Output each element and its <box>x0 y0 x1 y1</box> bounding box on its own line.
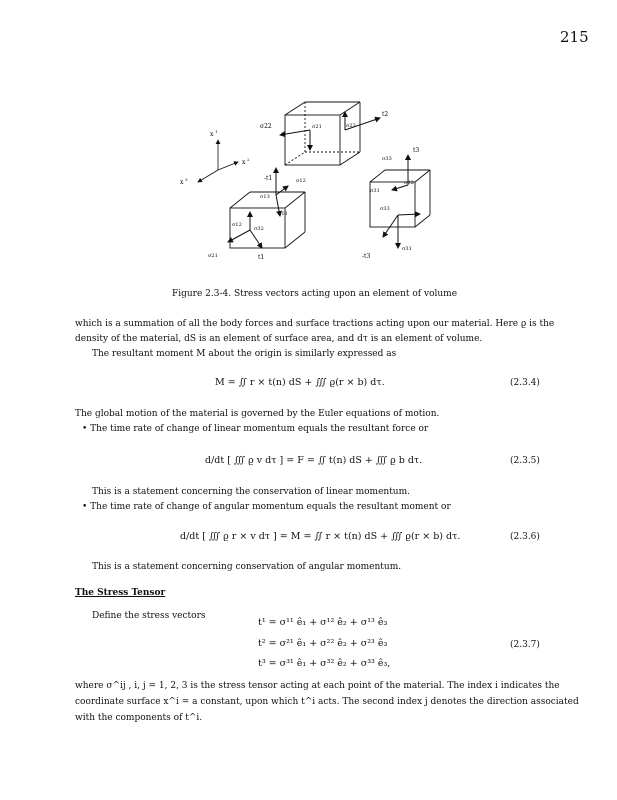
paragraph-1b: density of the material, dS is an element of surface area, and dτ is an element of volume. <box>75 334 483 344</box>
right-cube-arrows <box>383 155 420 248</box>
x2-axis-sup: 2 <box>247 157 250 162</box>
label-s13: σ13 <box>260 194 270 200</box>
paragraph-4b: coordinate surface x^i = a constant, upon which t^i acts. The second index j denotes the direction associated <box>75 697 579 707</box>
page-number: 215 <box>560 28 589 46</box>
label-e3a: t3 <box>413 147 420 154</box>
top-cube <box>285 102 360 165</box>
coordinate-axes <box>198 140 238 182</box>
eq237-line-2: t² = σ²¹ ê₁ + σ²² ê₂ + σ²³ ê₃ <box>258 638 388 649</box>
label-s31b: σ31 <box>402 246 412 252</box>
label-e2a: t2 <box>382 111 389 118</box>
eq234-lhs: M = <box>215 377 236 388</box>
eq-number-2-3-6: (2.3.6) <box>510 532 540 542</box>
top-cube-arrows <box>280 112 380 150</box>
eq237-line-1: t¹ = σ¹¹ ê₁ + σ¹² ê₂ + σ¹³ ê₃ <box>258 617 388 628</box>
x1-axis-sup: 1 <box>215 129 218 134</box>
x3-axis-sup: 3 <box>185 177 188 182</box>
x3-axis-label: x <box>180 179 184 186</box>
label-s32b: σ32 <box>254 226 264 232</box>
paragraph-3: The global motion of the material is governed by the Euler equations of motion. <box>75 409 440 419</box>
label-s12b: σ12 <box>232 222 242 228</box>
label-s33: σ33 <box>382 156 392 162</box>
bullet-1-text: The time rate of change of linear momentum equals the resultant force or <box>90 424 429 434</box>
x1-axis-label: x <box>210 131 214 138</box>
label-e3b: -t3 <box>362 253 371 260</box>
label-s21: σ21 <box>312 124 322 130</box>
eq237-line-3: t³ = σ³¹ ê₁ + σ³² ê₂ + σ³³ ê₃, <box>258 658 391 669</box>
equation-2-3-4 <box>215 377 385 388</box>
label-s21b: σ21 <box>208 253 218 259</box>
bullet-1: • The time rate of change of linear momentum equals the resultant force or <box>82 424 429 434</box>
bullet-2-text: The time rate of change of angular momentum equals the resultant moment or <box>90 502 451 512</box>
paragraph-4: where σ^ij , i, j = 1, 2, 3 is the stress tensor acting at each point of the material. The index i indicates the <box>75 681 560 691</box>
left-cube <box>230 192 305 248</box>
label-s33b: σ33 <box>380 206 390 212</box>
stress-figure <box>170 90 460 270</box>
x2-axis-label: x <box>242 159 246 166</box>
label-e1a: -t1 <box>264 175 273 182</box>
label-s11: σ11 <box>278 211 288 217</box>
label-e1b: t1 <box>258 254 265 261</box>
equation-2-3-6: d/dt [ ∭ ϱ r × v dτ ] = M = ∬ r × t(n) dS + ∭ ϱ(r × b) dτ. <box>180 531 461 542</box>
label-s12: σ12 <box>296 178 306 184</box>
eq234-rhs: ∬ r × t(n) dS + ∭ ϱ(r × b) dτ. <box>238 377 385 388</box>
right-cube <box>370 170 430 227</box>
paragraph-2: The resultant moment M about the origin is similarly expressed as <box>92 349 397 359</box>
label-s23: σ23 <box>346 123 356 129</box>
label-s22: σ22 <box>260 123 272 130</box>
label-s31: σ31 <box>370 188 380 194</box>
equation-2-3-5: d/dt [ ∭ ϱ v dτ ] = F = ∬ t(n) dS + ∭ ϱ b dτ. <box>205 455 423 466</box>
paragraph-4c: with the components of t^i. <box>75 713 203 723</box>
note-1: This is a statement concerning the conservation of linear momentum. <box>92 487 410 497</box>
eq-number-2-3-7: (2.3.7) <box>510 640 540 650</box>
define-text: Define the stress vectors <box>92 611 206 621</box>
section-heading: The Stress Tensor <box>75 588 166 598</box>
eq-number-2-3-4: (2.3.4) <box>510 378 540 388</box>
figure-caption: Figure 2.3-4. Stress vectors acting upon an element of volume <box>172 289 458 299</box>
eq-number-2-3-5: (2.3.5) <box>510 456 540 466</box>
bullet-2: • The time rate of change of angular momentum equals the resultant moment or <box>82 502 451 512</box>
note-2: This is a statement concerning conservation of angular momentum. <box>92 562 402 572</box>
label-s32: σ32 <box>404 180 414 186</box>
paragraph-1: which is a summation of all the body forces and surface tractions acting upon our material. Here ϱ is the <box>75 319 555 329</box>
